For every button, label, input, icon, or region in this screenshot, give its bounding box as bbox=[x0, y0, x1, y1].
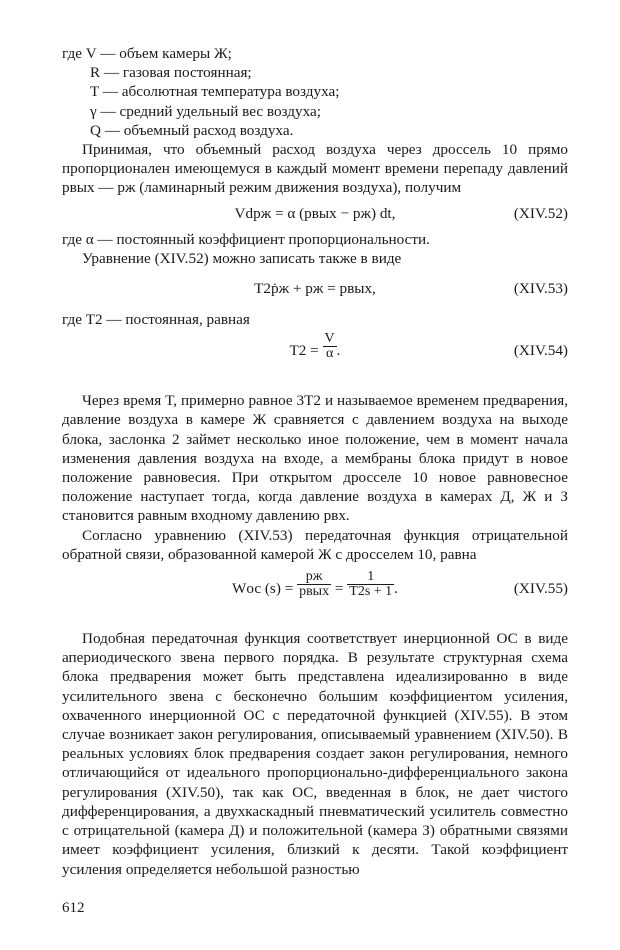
equation-number: (XIV.53) bbox=[513, 280, 568, 298]
fraction bbox=[323, 332, 337, 361]
equation-xiv-53 bbox=[62, 276, 568, 302]
paragraph-2: где α — постоянный коэффициент пропорциональности. bbox=[62, 230, 430, 248]
definition-item: T — абсолютная температура воздуха; bbox=[90, 83, 340, 101]
equation-number: (XIV.54) bbox=[513, 342, 568, 360]
definition-item: Q — объемный расход воздуха. bbox=[90, 121, 294, 139]
definitions-list bbox=[62, 44, 568, 140]
equation-formula: Wос (s) = $\frac{pж}{\text{pвых}}$ = $\frac{1}{T2s + 1}$ . bbox=[232, 569, 398, 600]
equation-formula: T2 = $\frac{V}{\alpha}$ . bbox=[289, 331, 341, 362]
paragraph-1: Принимая, что объемный расход воздуха через дроссель 10 прямо пропорционален имеющемуся в каждый момент времени перепаду давлений pвых — pж (ламинарный режим движения воздуха), получим bbox=[62, 141, 568, 197]
equation-number: (XIV.55) bbox=[513, 580, 568, 598]
fraction-numerator: 1 bbox=[347, 570, 394, 585]
equation-formula: T2ṗж + pж = pвых, bbox=[254, 280, 376, 298]
equation-number: (XIV.52) bbox=[513, 204, 568, 222]
equation-xiv-55 bbox=[62, 570, 568, 612]
fraction bbox=[297, 570, 331, 599]
paragraph-4: где T2 — постоянная, равная bbox=[62, 311, 250, 329]
paragraph-6: Согласно уравнению (XIV.53) передаточная функция отрицательной обратной связи, образованной камерой Ж с дросселем 10, равна bbox=[62, 526, 568, 563]
paragraph-7: Подобная передаточная функция соответствует инерционной ОС в виде апериодического звена первого порядка. В результате структурная схема блока предварения может быть представлена идеализированно в виде усилительного звена с бесконечно большим коэффициентом усиления, охваченного инерционной ОС с передаточной функцией (XIV.55). В этом случае возникает закон регулирования, описываемый уравнением (XIV.50). В реальных условиях блок предварения создает закон регулирования, немного отличающийся от идеального пропорционально-дифференциального закона регулирования (XIV.50), так как ОС, введенная в блок, не дает чистого дифференцирования, а двухкаскадный пневматический усилитель совместно с отрицательной (камера Д) и положительной (камера З) обратными связями имеет коэффициент усиления, близкий к десяти. Такой коэффициент усиления определяется небольшой разностью bbox=[62, 630, 568, 878]
fraction-denominator: α bbox=[325, 346, 334, 362]
equation-formula: Vdpж = α (pвых − pж) dt, bbox=[234, 204, 396, 222]
fraction-numerator: pж bbox=[297, 570, 331, 585]
definition-item: где V — объем камеры Ж; bbox=[62, 45, 232, 62]
definition-item: γ — средний удельный вес воздуха; bbox=[90, 102, 321, 120]
equation-xiv-52 bbox=[62, 201, 568, 227]
page-body bbox=[62, 44, 568, 879]
fraction-denominator: T2s + 1 bbox=[349, 584, 393, 600]
fraction-numerator: V bbox=[324, 331, 335, 347]
equation-xiv-54 bbox=[62, 332, 568, 374]
paragraph-5: Через время T, примерно равное 3T2 и называемое временем предварения, давление воздуха в камере Ж сравняется с давлением воздуха на выходе блока, заслонка 2 займет несколько иное положение, чем в момент начала изменения давления воздуха на входе, а мембраны блока придут в новое положение равновесия. При открытом дросселе 10 новое равновесное положение наступает тогда, когда давление воздуха в камерах Д, Ж и З становится равным входному давлению pвх. bbox=[62, 392, 568, 525]
equation-lhs: Wос (s) = bbox=[232, 580, 294, 598]
fraction-denominator: pвых bbox=[299, 584, 330, 600]
definition-item: R — газовая постоянная; bbox=[90, 64, 252, 82]
definitions-prefix: где bbox=[62, 45, 82, 62]
page-number: 612 bbox=[62, 900, 85, 916]
fraction bbox=[347, 570, 394, 599]
equation-lhs: T2 = bbox=[289, 342, 319, 360]
paragraph-3: Уравнение (XIV.52) можно записать также в виде bbox=[82, 249, 402, 267]
